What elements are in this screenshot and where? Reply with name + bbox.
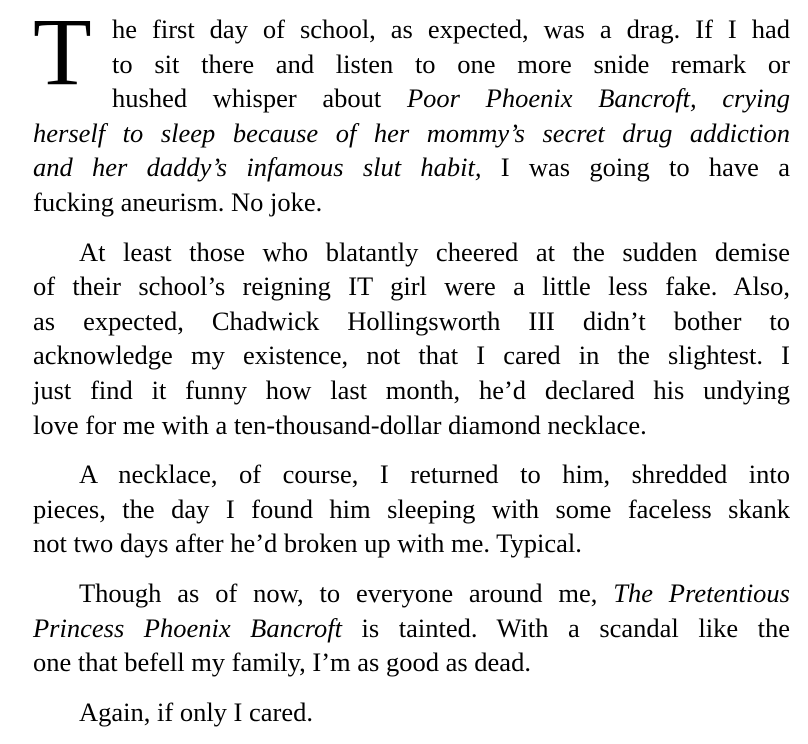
text: pieces, the day I found him sleeping with some faceless skank bbox=[33, 493, 790, 524]
text: Again, if only I cared. bbox=[79, 696, 313, 727]
text-line bbox=[33, 408, 790, 443]
text: he first day of school, as expected, was a drag. If I had bbox=[112, 14, 790, 44]
text-line bbox=[33, 235, 790, 270]
text-line bbox=[33, 338, 790, 373]
text-line bbox=[33, 457, 790, 492]
text-line bbox=[33, 116, 790, 151]
italic-text: Poor Phoenix Bancroft, crying bbox=[406, 83, 790, 114]
text-line bbox=[33, 526, 790, 561]
text: hushed whisper about bbox=[112, 83, 407, 114]
text-line bbox=[33, 695, 790, 730]
text-line bbox=[33, 12, 790, 47]
text-line bbox=[33, 645, 790, 680]
text-line bbox=[33, 269, 790, 304]
document-body bbox=[33, 0, 790, 744]
italic-text: The Pretentious bbox=[613, 577, 790, 608]
italic-text: Princess Phoenix Bancroft bbox=[33, 612, 342, 643]
text: At least those who blatantly cheered at the sudden demise bbox=[79, 236, 790, 267]
text-line bbox=[33, 150, 790, 185]
text: fucking aneurism. No joke. bbox=[33, 186, 323, 217]
text-line bbox=[33, 492, 790, 527]
text-line bbox=[33, 576, 790, 611]
text-line bbox=[33, 373, 790, 408]
italic-text: and her daddy’s infamous slut habit, bbox=[33, 152, 482, 183]
text: love for me with a ten-thousand-dollar diamond necklace. bbox=[33, 409, 647, 440]
text-line bbox=[33, 81, 790, 116]
text: one that befell my family, I’m as good as dead. bbox=[33, 647, 531, 678]
text: A necklace, of course, I returned to him, shredded into bbox=[79, 459, 790, 490]
text: acknowledge my existence, not that I cared in the slightest. I bbox=[33, 340, 790, 371]
text-line bbox=[33, 611, 790, 646]
text: to sit there and listen to one more snide remark or bbox=[112, 48, 790, 79]
text: as expected, Chadwick Hollingsworth III didn’t bother to bbox=[33, 305, 790, 336]
text: is tainted. With a scandal like the bbox=[341, 612, 790, 643]
paragraph bbox=[33, 457, 790, 561]
text: just find it funny how last month, he’d declared his undying bbox=[33, 374, 790, 405]
paragraph bbox=[33, 235, 790, 443]
text-line bbox=[33, 185, 790, 220]
text-line bbox=[33, 47, 790, 82]
text: of their school’s reigning IT girl were a little less fake. Also, bbox=[33, 271, 790, 302]
text: not two days after he’d broken up with me. Typical. bbox=[33, 528, 582, 559]
text: I was going to have a bbox=[481, 152, 790, 183]
drop-cap: T bbox=[33, 0, 92, 105]
text: Though as of now, to everyone around me, bbox=[79, 577, 614, 608]
italic-text: herself to sleep because of her mommy’s secret drug addiction bbox=[33, 117, 790, 148]
paragraph bbox=[33, 12, 790, 220]
paragraph bbox=[33, 576, 790, 680]
text-line bbox=[33, 304, 790, 339]
paragraph bbox=[33, 695, 790, 730]
